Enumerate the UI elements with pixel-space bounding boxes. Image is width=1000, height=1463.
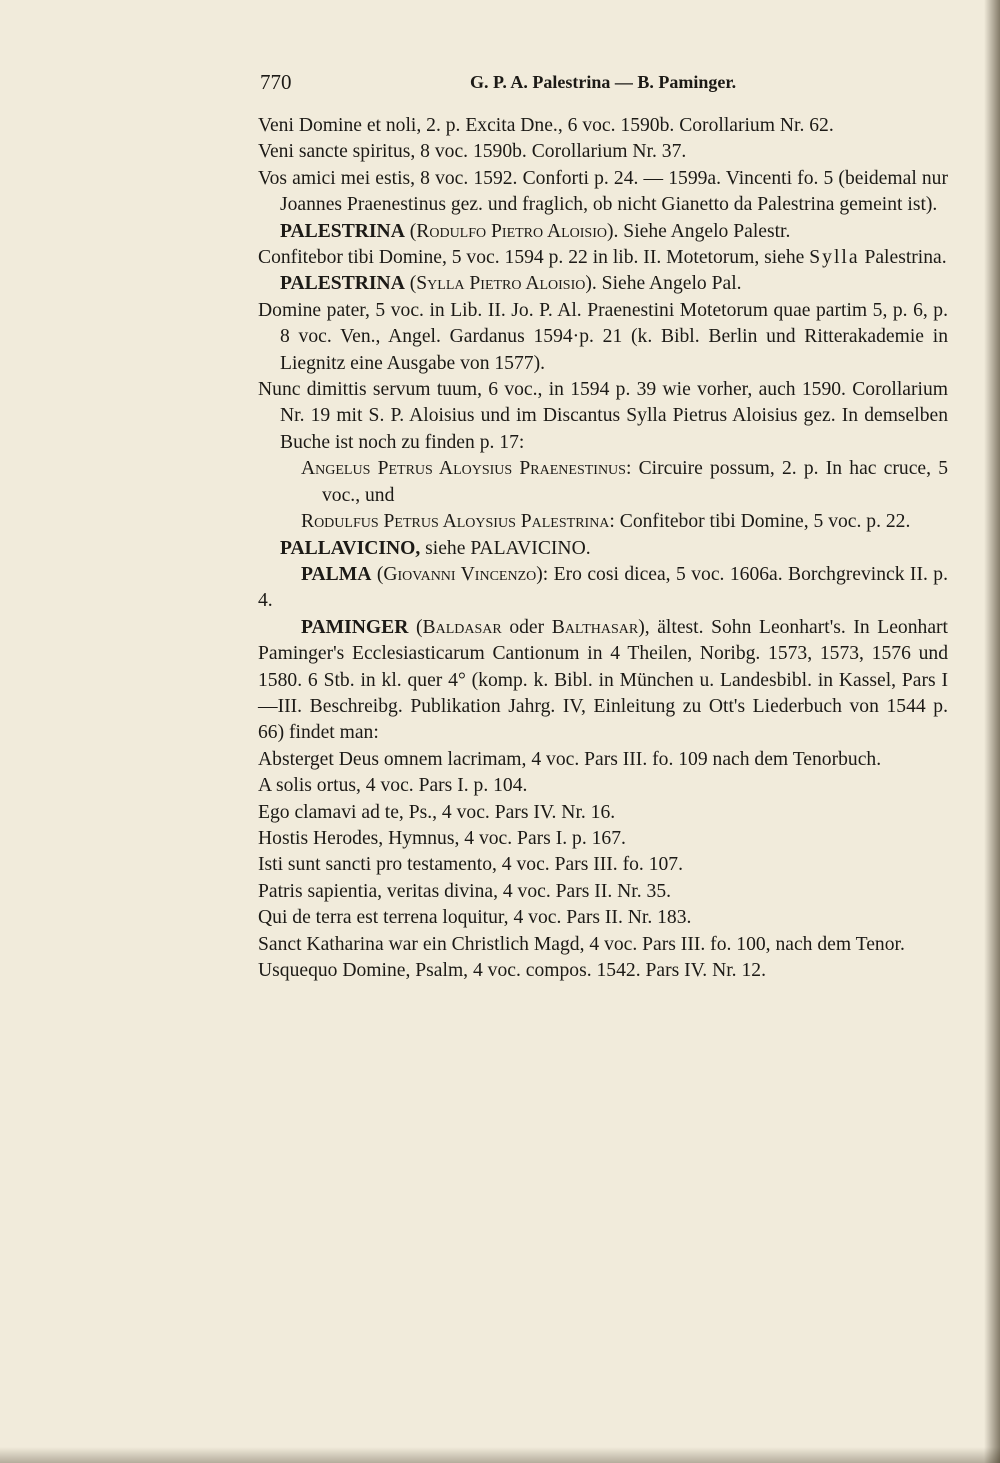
composer-name: PALESTRINA: [280, 273, 405, 295]
cross-reference: Siehe Angelo Palestr.: [618, 220, 791, 242]
heading-paminger: [258, 615, 948, 747]
entry-a-solis: A solis ortus, 4 voc. Pars I. p. 104.: [258, 775, 528, 797]
cross-reference: Siehe Angelo Pal.: [596, 273, 742, 295]
entry-text: Ero cosi dicea, 5 voc. 1606a. Borchgrevinck II. p. 4.: [258, 563, 948, 612]
heading-pallavicino: [258, 536, 948, 562]
entry-patris-sapientia: Patris sapientia, veritas divina, 4 voc. Pars II. Nr. 35.: [258, 880, 672, 902]
entry-hostis-herodes: Hostis Herodes, Hymnus, 4 voc. Pars I. p. 167.: [258, 827, 626, 849]
spaced-name: Sylla: [809, 247, 860, 269]
entry-angelus: [258, 456, 948, 509]
page-bottom-shadow: [0, 1447, 1000, 1463]
entry-text: Confitebor tibi Domine, 5 voc. p. 22.: [614, 511, 911, 533]
entry-rodulfus: [258, 509, 948, 535]
entry-text: Confitebor tibi Domine, 5 voc. 1594 p. 22 in lib. II. Motetorum, siehe: [258, 247, 810, 269]
heading-palestrina-sylla: [258, 271, 948, 297]
entry-text: Circuire possum, 2. p. In hac cruce, 5 voc., und: [322, 458, 948, 506]
entry-absterget: Absterget Deus omnem lacrimam, 4 voc. Pars III. fo. 109 nach dem Tenorbuch.: [258, 748, 882, 770]
page-header: [260, 70, 950, 104]
composer-name: PALESTRINA: [280, 220, 405, 242]
entry-text: ältest. Sohn Leonhart's. In Leonhart Paminger's Ecclesiasticarum Cantionum in 4 Theilen, Noribg. 1573, 1573, 1576 und 1580. 6 Stb. in kl. quer 4° (komp. k. Bibl. in München u. Landesbibl. in Kassel, Pars I—III. Beschreibg. Publikation Jahrg. IV, Einleitung zu Ott's Liederbuch von 1544 p. 66) findet man:: [258, 616, 948, 744]
entry-qui-de-terra: Qui de terra est terrena loquitur, 4 voc. Pars II. Nr. 183.: [258, 907, 692, 929]
entry-domine-pater: Domine pater, 5 voc. in Lib. II. Jo. P. Al. Praenestini Motetorum quae partim 5, p. 6, p. 8 voc. Ven., Angel. Gardanus 1594·p. 21 (k. Bibl. Berlin und Ritterakademie in Liegnitz eine Ausgabe von 1577).: [258, 299, 948, 374]
composer-given-names: (Sylla Pietro Aloisio).: [409, 273, 597, 295]
heading-palestrina-rodulfo: [258, 219, 948, 245]
entry-text-end: Palestrina.: [859, 247, 947, 269]
running-head: G. P. A. Palestrina — B. Paminger.: [470, 72, 737, 92]
composer-given-names: (Rodulfo Pietro Aloisio).: [409, 220, 619, 242]
connector-text: oder: [501, 616, 552, 638]
entry-ego-clamavi: Ego clamavi ad te, Ps., 4 voc. Pars IV. Nr. 16.: [258, 801, 616, 823]
composer-alt-name: Balthasar),: [551, 616, 650, 638]
entry-usquequo: Usquequo Domine, Psalm, 4 voc. compos. 1542. Pars IV. Nr. 12.: [258, 960, 766, 981]
page-number: 770: [260, 70, 292, 94]
composer-name: PALMA: [301, 563, 372, 585]
entry-isti-sunt: Isti sunt sancti pro testamento, 4 voc. Pars III. fo. 107.: [258, 854, 683, 876]
composer-name: PAMINGER: [301, 616, 409, 638]
entry-vos-amici: Vos amici mei estis, 8 voc. 1592. Conforti p. 24. — 1599a. Vincenti fo. 5 (beidemal nur Joannes Praenestinus gez. und fraglich, ob nicht Gianetto da Palestrina gemeint ist).: [258, 167, 948, 216]
entry-confitebor: [258, 245, 948, 271]
page-body: [258, 113, 948, 984]
composer-name: PALLAVICINO,: [280, 537, 421, 559]
entry-veni-sancte: Veni sancte spiritus, 8 voc. 1590b. Corollarium Nr. 37.: [258, 141, 687, 163]
composer-full-name: Rodulfus Petrus Aloysius Palestrina:: [301, 511, 615, 533]
heading-palma: [258, 562, 948, 615]
entry-sanct-katharina: Sanct Katharina war ein Christlich Magd, 4 voc. Pars III. fo. 100, nach dem Tenor.: [258, 933, 905, 955]
composer-full-name: Angelus Petrus Aloysius Praenestinus:: [301, 458, 632, 480]
entry-veni-domine: Veni Domine et noli, 2. p. Excita Dne., 6 voc. 1590b. Corollarium Nr. 62.: [258, 115, 834, 136]
entry-nunc-dimittis: Nunc dimittis servum tuum, 6 voc., in 1594 p. 39 wie vorher, auch 1590. Corollarium Nr. 19 mit S. P. Aloisius und im Discantus Sylla Pietrus Aloisius gez. In demselben Buche ist noch zu finden p. 17:: [258, 379, 948, 453]
page-edge-shadow: [984, 0, 1000, 1463]
composer-given-names: (Baldasar: [416, 616, 502, 638]
cross-reference: siehe PALAVICINO.: [420, 537, 591, 559]
composer-given-names: (Giovanni Vincenzo):: [376, 563, 549, 585]
